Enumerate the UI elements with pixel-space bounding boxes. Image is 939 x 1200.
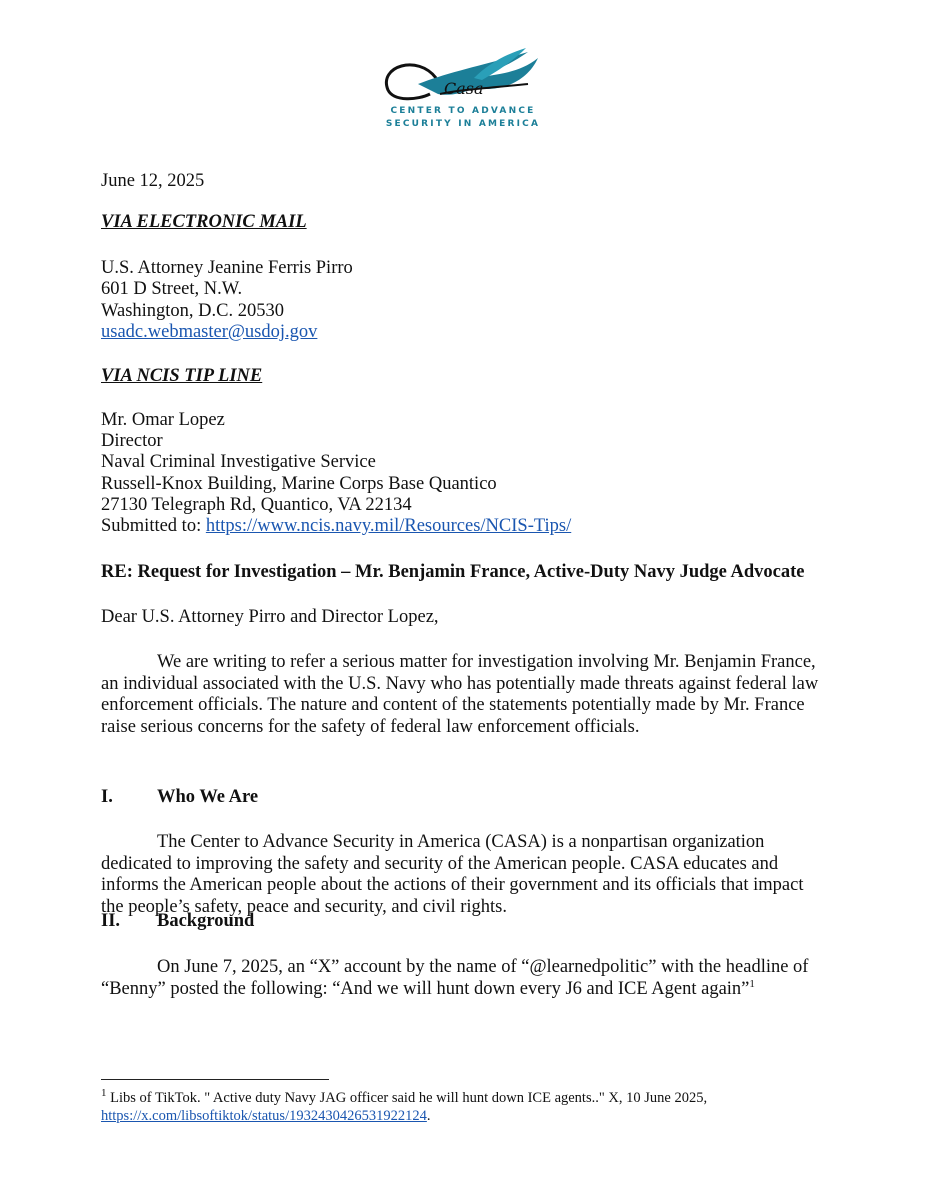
via-email-heading: VIA ELECTRONIC MAIL	[101, 212, 307, 232]
recipient-1-line: 601 D Street, N.W.	[101, 279, 243, 299]
section-heading-who-we-are: I. Who We Are	[101, 787, 259, 807]
svg-text:Casa: Casa	[444, 79, 484, 98]
recipient-2-line: Naval Criminal Investigative Service	[101, 452, 376, 472]
logo-line-1: CENTER TO ADVANCE	[390, 106, 536, 116]
footnote-divider	[101, 1079, 329, 1080]
footnote: $^1$ Libs of TikTok. " Active duty Navy JAG officer said he will hunt down ICE agents.." X, 10 June 2025, https://x.com/libsoftiktok/status/1932430426531922124.	[101, 1087, 708, 1124]
submitted-to-line: Submitted to: https://www.ncis.navy.mil/Resources/NCIS-Tips/	[101, 516, 572, 536]
via-ncis-heading: VIA NCIS TIP LINE	[101, 366, 263, 386]
recipient-1-email-link[interactable]: usadc.webmaster@usdoj.gov	[101, 322, 318, 342]
recipient-2-line: Mr. Omar Lopez	[101, 410, 225, 430]
footnote-ref: 1	[749, 977, 755, 990]
salutation: Dear U.S. Attorney Pirro and Director Lopez,	[101, 607, 439, 627]
intro-paragraph: We are writing to refer a serious matter for investigation involving Mr. Benjamin France, an individual associated with the U.S. Navy who has potentially made threats against federal law enforcement officials. The nature and content of the statements potentially made by Mr. France raise serious concerns for the safety of federal law enforcement officials.	[101, 652, 819, 737]
background-paragraph: On June 7, 2025, an “X” account by the name of “@learnedpolitic” with the headline of “Benny” posted the following: “And we will hunt down every J6 and ICE Agent again”$^1$	[101, 957, 809, 999]
recipient-2-line: Director	[101, 431, 163, 451]
who-we-are-paragraph: The Center to Advance Security in America (CASA) is a nonpartisan organization dedicated to improving the safety and security of the American people. CASA educates and informs the American people about the actions of their government and its officials that impact the people’s safety, peace and security, and civil rights.	[101, 832, 804, 917]
recipient-1-line: Washington, D.C. 20530	[101, 301, 284, 321]
recipient-2-line: Russell-Knox Building, Marine Corps Base Quantico	[101, 474, 497, 494]
recipient-2-line: 27130 Telegraph Rd, Quantico, VA 22134	[101, 495, 412, 515]
eagle-logo-icon	[378, 44, 548, 104]
ncis-tips-link[interactable]: https://www.ncis.navy.mil/Resources/NCIS-Tips/	[205, 516, 572, 536]
letter-date: June 12, 2025	[101, 171, 205, 191]
recipient-1-line: U.S. Attorney Jeanine Ferris Pirro	[101, 258, 353, 278]
section-heading-background: II. Background	[101, 911, 255, 931]
re-line: RE: Request for Investigation – Mr. Benjamin France, Active-Duty Navy Judge Advocate	[101, 562, 805, 582]
footnote-link[interactable]: https://x.com/libsoftiktok/status/1932430426531922124	[101, 1108, 427, 1124]
logo-line-2: SECURITY IN AMERICA	[385, 119, 541, 129]
casa-logo	[378, 44, 548, 136]
